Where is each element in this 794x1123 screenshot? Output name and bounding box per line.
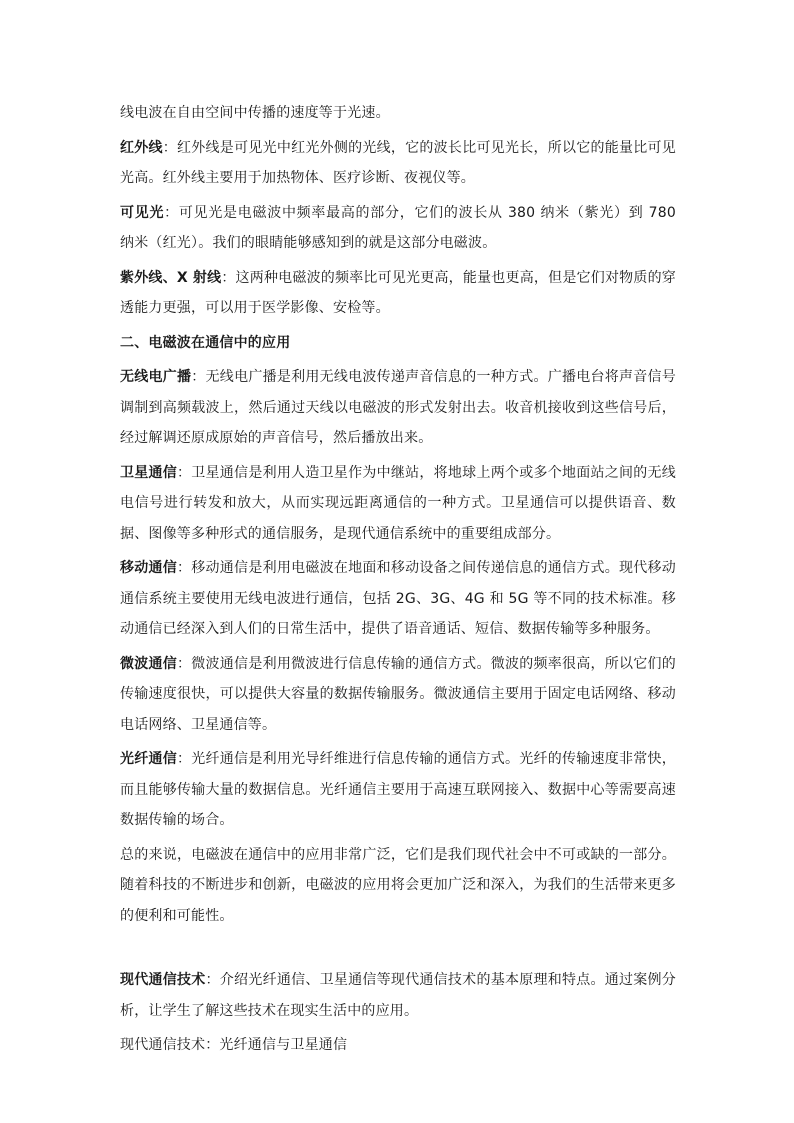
document-body bbox=[120, 98, 676, 1065]
paragraph-text: 总的来说，电磁波在通信中的应用非常广泛，它们是我们现代社会中不可或缺的一部分。随着科技的不断进步和创新，电磁波的应用将会更加广泛和深入，为我们的生活带来更多的便利和可能性。 bbox=[120, 846, 676, 924]
paragraph-fiber bbox=[120, 744, 676, 836]
paragraph-text: ：红外线是可见光中红光外侧的光线，它的波长比可见光长，所以它的能量比可见光高。红外线主要用于加热物体、医疗诊断、夜视仪等。 bbox=[120, 139, 676, 186]
term-visible-light: 可见光 bbox=[120, 204, 165, 221]
term-radio-broadcast: 无线电广播 bbox=[120, 369, 192, 385]
term-infrared: 红外线 bbox=[120, 139, 163, 156]
paragraph-text: ：介绍光纤通信、卫星通信等现代通信技术的基本原理和特点。通过案例分析，让学生了解这些技术在现实生活中的应用。 bbox=[120, 972, 676, 1019]
paragraph-text: ：这两种电磁波的频率比可见光更高，能量也更高，但是它们对物质的穿透能力更强，可以用于医学影像、安检等。 bbox=[120, 269, 676, 316]
paragraph-mobile bbox=[120, 553, 676, 645]
paragraph-radio-broadcast bbox=[120, 362, 676, 454]
paragraph-infrared bbox=[120, 133, 676, 194]
paragraph-text: ：可见光是电磁波中频率最高的部分，它们的波长从 380 纳米（紫光）到 780 纳米（红光）。我们的眼睛能够感知到的就是这部分电磁波。 bbox=[120, 204, 676, 251]
paragraph-text: ：微波通信是利用微波进行信息传输的通信方式。微波的频率很高，所以它们的传输速度很快，可以提供大容量的数据传输服务。微波通信主要用于固定电话网络、移动电话网络、卫星通信等。 bbox=[120, 655, 676, 733]
paragraph-visible-light bbox=[120, 198, 676, 259]
paragraph-radio-speed bbox=[120, 98, 676, 129]
section-heading: 二、电磁波在通信中的应用 bbox=[120, 334, 291, 351]
paragraph-microwave bbox=[120, 649, 676, 741]
paragraph-modern-tech bbox=[120, 965, 676, 1026]
paragraph-summary bbox=[120, 840, 676, 932]
paragraph-text: ：光纤通信是利用光导纤维进行信息传输的通信方式。光纤的传输速度非常快，而且能够传输大量的数据信息。光纤通信主要用于高速互联网接入、数据中心等需要高速数据传输的场合。 bbox=[120, 751, 676, 828]
term-uv-xray: 紫外线、X 射线 bbox=[120, 269, 222, 286]
term-microwave: 微波通信 bbox=[120, 655, 178, 672]
term-modern-tech: 现代通信技术 bbox=[120, 972, 206, 988]
paragraph-text: ：移动通信是利用电磁波在地面和移动设备之间传递信息的通信方式。现代移动通信系统主要使用无线电波进行通信，包括 2G、3G、4G 和 5G 等不同的技术标准。移动通信已经深入到人们的日常生活中，提供了语音通话、短信、数据传输等多种服务。 bbox=[120, 560, 676, 637]
paragraph-text: 线电波在自由空间中传播的速度等于光速。 bbox=[120, 105, 390, 121]
paragraph-text: ：无线电广播是利用无线电波传递声音信息的一种方式。广播电台将声音信号调制到高频载波上，然后通过天线以电磁波的形式发射出去。收音机接收到这些信号后，经过解调还原成原始的声音信号，然后播放出来。 bbox=[120, 369, 676, 446]
term-mobile: 移动通信 bbox=[120, 560, 178, 576]
spacer bbox=[120, 935, 676, 965]
paragraph-text: ：卫星通信是利用人造卫星作为中继站，将地球上两个或多个地面站之间的无线电信号进行转发和放大，从而实现远距离通信的一种方式。卫星通信可以提供语音、数据、图像等多种形式的通信服务，是现代通信系统中的重要组成部分。 bbox=[120, 464, 676, 542]
term-fiber: 光纤通信 bbox=[120, 751, 178, 767]
paragraph-modern-tech-title bbox=[120, 1030, 676, 1061]
paragraph-text: 现代通信技术：光纤通信与卫星通信 bbox=[120, 1037, 348, 1053]
term-satellite: 卫星通信 bbox=[120, 464, 178, 481]
paragraph-uv-xray bbox=[120, 263, 676, 324]
paragraph-satellite bbox=[120, 458, 676, 550]
